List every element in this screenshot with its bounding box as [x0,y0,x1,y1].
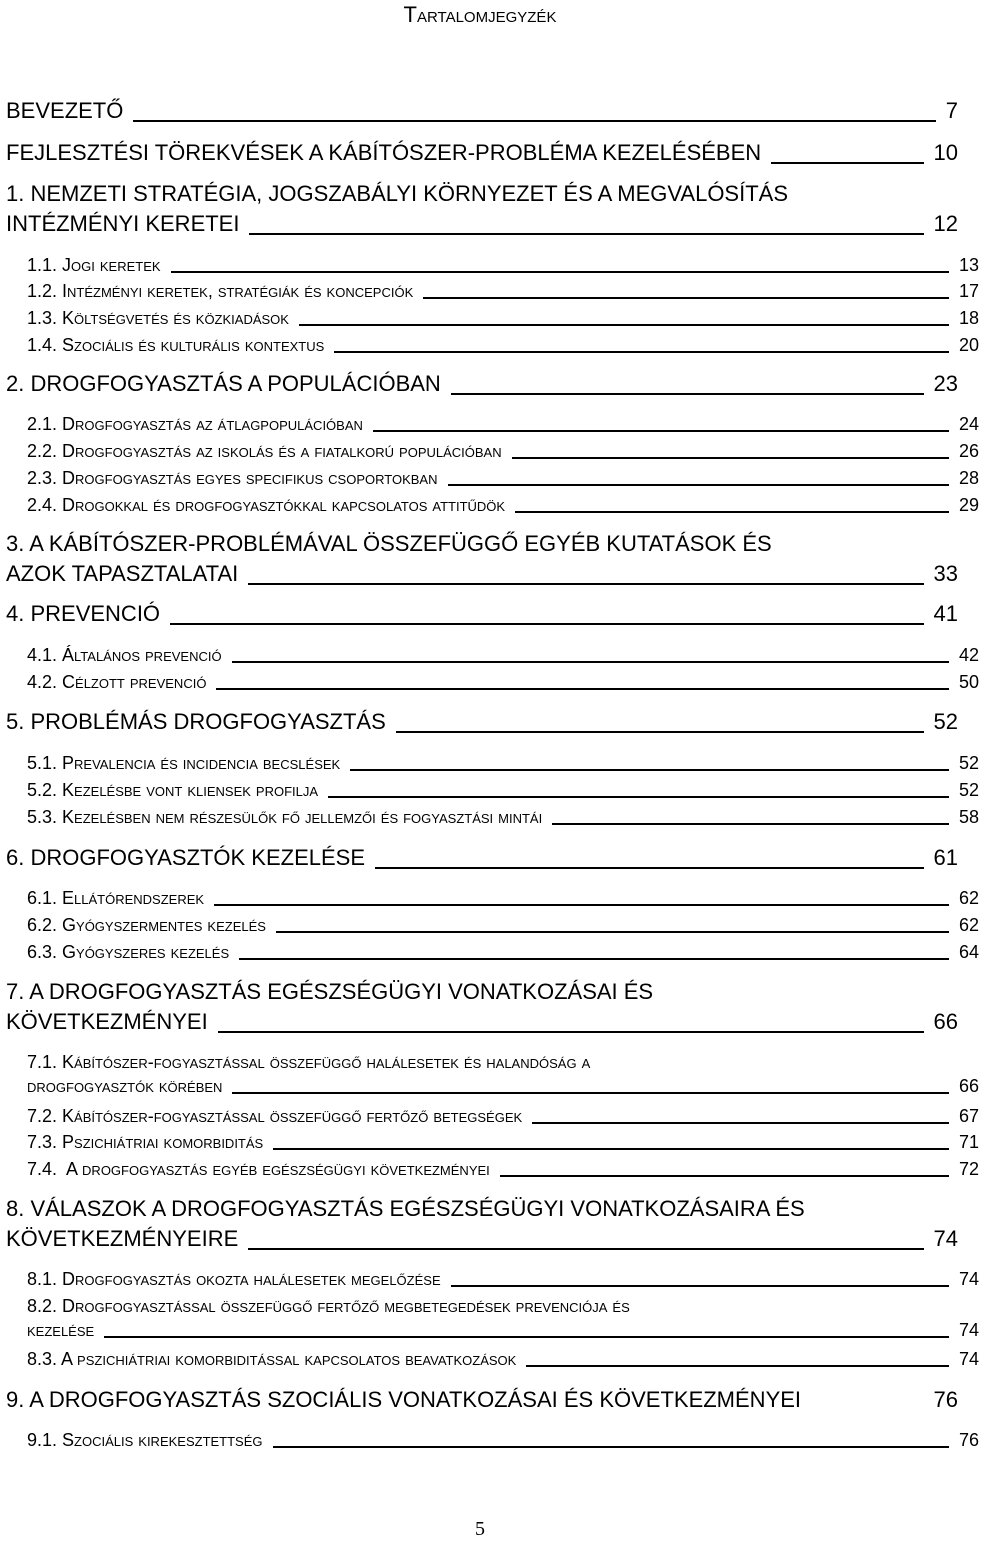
toc-page-number: 52 [958,753,979,773]
toc-page-number: 62 [958,888,979,908]
toc-page-number: 62 [958,915,979,935]
toc-page-number: 33 [933,561,958,586]
toc-leader-line [232,661,949,663]
toc-entry-title: 5. PROBLÉMÁS DROGFOGYASZTÁS [6,709,386,734]
toc-page-number: 74 [933,1226,958,1251]
page-title: Tartalomjegyzék [403,2,557,27]
toc-page-number: 64 [958,942,979,962]
toc-entry[interactable] [6,1294,981,1342]
page-number: 5 [475,1518,485,1540]
toc-leader-line [104,1336,949,1338]
toc-entry[interactable] [6,670,981,694]
toc-leader-line [771,162,923,164]
toc-entry[interactable] [6,1130,981,1154]
toc-page-number: 76 [933,1387,958,1412]
toc-leader-line [232,1092,949,1094]
toc-page-number: 74 [958,1349,979,1369]
toc-entry-title: 2.2. Drogfogyasztás az iskolás és a fiatalkorú populációban [27,441,502,461]
toc-entry-title: 2.4. Drogokkal és drogfogyasztókkal kapcsolatos attitűdök [27,495,506,515]
toc-leader-line [171,271,949,273]
toc-page-number: 26 [958,441,979,461]
toc-entry-title: 1.3. Költségvetés és közkiadások [27,308,289,328]
toc-entry-title: 2.1. Drogfogyasztás az átlagpopulációban [27,414,363,434]
toc-entry-title: 4.1. Általános prevenció [27,645,222,665]
toc-entry-title: kezelése [27,1320,95,1340]
toc-entry[interactable] [6,306,981,330]
toc-page-number: 66 [958,1076,979,1096]
toc-entry[interactable] [6,179,960,239]
toc-entry-title-line: 8.2. Drogfogyasztással összefüggő fertőző megbetegedések prevenciója és [27,1296,630,1316]
toc-leader-line [239,958,949,960]
toc-leader-line [218,1031,924,1033]
toc-entry[interactable] [6,805,981,829]
toc-leader-line [448,484,949,486]
toc-entry-title: 2. DROGFOGYASZTÁS A POPULÁCIÓBAN [6,371,441,396]
toc-page-number: 28 [958,468,979,488]
toc-page-number: 41 [933,601,958,626]
toc-entry-title: 6.2. Gyógyszermentes kezelés [27,915,266,935]
toc-leader-line [451,1285,949,1287]
toc-entry-title: FEJLESZTÉSI TÖREKVÉSEK A KÁBÍTÓSZER-PROBLÉMA KEZELÉSÉBEN [6,140,762,165]
toc-page-number: 58 [958,807,979,827]
toc-entry-title: KÖVETKEZMÉNYEI [6,1009,208,1034]
toc-leader-line [276,931,949,933]
toc-entry-title: 6. DROGFOGYASZTÓK KEZELÉSE [6,845,366,870]
toc-page-number: 12 [933,211,958,236]
toc-leader-line [133,120,935,122]
toc-entry[interactable] [6,1194,960,1254]
toc-entry-title: 2.3. Drogfogyasztás egyes specifikus csoportokban [27,468,438,488]
toc-leader-line [515,511,949,513]
toc-entry-title: 4. PREVENCIÓ [6,601,161,626]
toc-page-number: 52 [958,780,979,800]
toc-entry-title: 1.4. Szociális és kulturális kontextus [27,335,325,355]
toc-entry[interactable] [6,778,981,802]
toc-leader-line [526,1365,949,1367]
toc-page-number: 24 [958,414,979,434]
toc-entry-title-line: 1. NEMZETI STRATÉGIA, JOGSZABÁLYI KÖRNYEZET ÉS A MEGVALÓSÍTÁS [6,181,788,206]
toc-leader-line [249,233,923,235]
toc-entry-title: 7.2. Kábítószer-fogyasztással összefüggő fertőző betegségek [27,1106,523,1126]
toc-entry-title: 8.3. A pszichiátriai komorbiditással kapcsolatos beavatkozások [27,1349,517,1369]
toc-leader-line [375,867,924,869]
toc-entry[interactable] [6,493,981,517]
toc-page-number: 13 [958,255,979,275]
toc-entry-title: 4.2. Célzott prevenció [27,672,207,692]
toc-leader-line [512,457,949,459]
toc-entry[interactable] [6,913,981,937]
toc-entry[interactable] [6,886,981,910]
toc-entry-title-line: 3. A KÁBÍTÓSZER-PROBLÉMÁVAL ÖSSZEFÜGGŐ EGYÉB KUTATÁSOK ÉS [6,531,772,556]
toc-page-number: 67 [958,1106,979,1126]
toc-entry-title-line: 7.1. Kábítószer-fogyasztással összefüggő halálesetek és halandóság a [27,1052,591,1072]
toc-entry[interactable] [6,1157,981,1181]
toc-leader-line [214,904,949,906]
toc-entry-title-line: 7. A DROGFOGYASZTÁS EGÉSZSÉGÜGYI VONATKOZÁSAI ÉS [6,979,654,1004]
toc-entry[interactable] [6,599,960,629]
toc-page-number: 20 [958,335,979,355]
toc-entry-title: 6.3. Gyógyszeres kezelés [27,942,230,962]
toc-leader-line [396,731,924,733]
toc-entry[interactable] [6,333,981,357]
toc-leader-line [216,688,949,690]
toc-page-number: 74 [958,1269,979,1289]
toc-entry[interactable] [6,843,960,873]
toc-leader-line [248,1248,923,1250]
toc-page-number: 52 [933,709,958,734]
toc-entry[interactable] [6,96,960,126]
toc-entry-title-line: 8. VÁLASZOK A DROGFOGYASZTÁS EGÉSZSÉGÜGYI VONATKOZÁSAIRA ÉS [6,1196,805,1221]
toc-page-number: 7 [945,98,958,123]
toc-entry-title: 5.2. Kezelésbe vont kliensek profilja [27,780,319,800]
toc-page-number: 66 [933,1009,958,1034]
toc-page-number: 74 [958,1320,979,1340]
toc-leader-line [248,583,923,585]
toc-entry[interactable] [6,466,981,490]
toc-entry-title: 5.1. Prevalencia és incidencia becslések [27,753,341,773]
toc-page-number: 71 [958,1132,979,1152]
toc-page-number: 18 [958,308,979,328]
toc-entry-title: 9. A DROGFOGYASZTÁS SZOCIÁLIS VONATKOZÁSAI ÉS KÖVETKEZMÉNYEI [6,1387,802,1412]
toc-leader-line [552,823,949,825]
toc-leader-line [423,297,949,299]
toc-entry[interactable] [6,751,981,775]
toc-leader-line [273,1446,949,1448]
toc-entry-title: BEVEZETŐ [6,98,124,123]
toc-leader-line [500,1175,949,1177]
toc-entry[interactable] [6,253,981,277]
toc-page-number: 76 [958,1430,979,1450]
toc-entry-title: KÖVETKEZMÉNYEIRE [6,1226,239,1251]
toc-entry[interactable] [6,707,960,737]
toc-leader-line [170,623,923,625]
toc-entry[interactable] [6,369,960,399]
toc-entry-title: 9.1. Szociális kirekesztettség [27,1430,263,1450]
toc-entry-title: drogfogyasztók körében [27,1076,223,1096]
toc-entry-title: 1.2. Intézményi keretek, stratégiák és koncepciók [27,281,414,301]
toc-entry-title: INTÉZMÉNYI KERETEI [6,211,240,236]
toc-entry[interactable] [6,1267,981,1291]
toc-leader-line [299,324,949,326]
toc-entry[interactable] [6,1347,981,1371]
toc-leader-line [334,351,949,353]
toc-page-number: 29 [958,495,979,515]
toc-entry[interactable] [6,940,981,964]
toc-entry-title: 7.4. A drogfogyasztás egyéb egészségügyi következményei [27,1159,490,1179]
toc-page-number: 61 [933,845,958,870]
toc-entry[interactable] [6,412,981,436]
toc-entry[interactable] [6,529,960,589]
toc-entry[interactable] [6,279,981,303]
toc-leader-line [451,393,924,395]
toc-page-number: 17 [958,281,979,301]
toc-entry-title: AZOK TAPASZTALATAI [6,561,239,586]
toc-page-number: 10 [933,140,958,165]
toc-entry[interactable] [6,1428,981,1452]
toc-leader-line [328,796,949,798]
toc-leader-line [532,1122,949,1124]
toc-entry-title: 8.1. Drogfogyasztás okozta halálesetek megelőzése [27,1269,441,1289]
toc-leader-line [350,769,949,771]
toc-entry[interactable] [6,643,981,667]
toc-entry[interactable] [6,138,960,168]
toc-page-number: 72 [958,1159,979,1179]
toc-page-number: 50 [958,672,979,692]
toc-page-number: 23 [933,371,958,396]
toc-entry[interactable] [6,439,981,463]
toc-leader-line [373,430,949,432]
toc-entry-title: 7.3. Pszichiátriai komorbiditás [27,1132,264,1152]
toc-entry[interactable] [6,1050,981,1098]
toc-entry-title: 5.3. Kezelésben nem részesülők fő jellemzői és fogyasztási mintái [27,807,543,827]
toc-leader-line [273,1148,949,1150]
toc-entry-title: 1.1. Jogi keretek [27,255,161,275]
toc-entry[interactable] [6,977,960,1037]
toc-entry[interactable] [6,1104,981,1128]
toc-page-number: 42 [958,645,979,665]
toc-entry[interactable] [6,1385,960,1415]
toc-entry-title: 6.1. Ellátórendszerek [27,888,205,908]
